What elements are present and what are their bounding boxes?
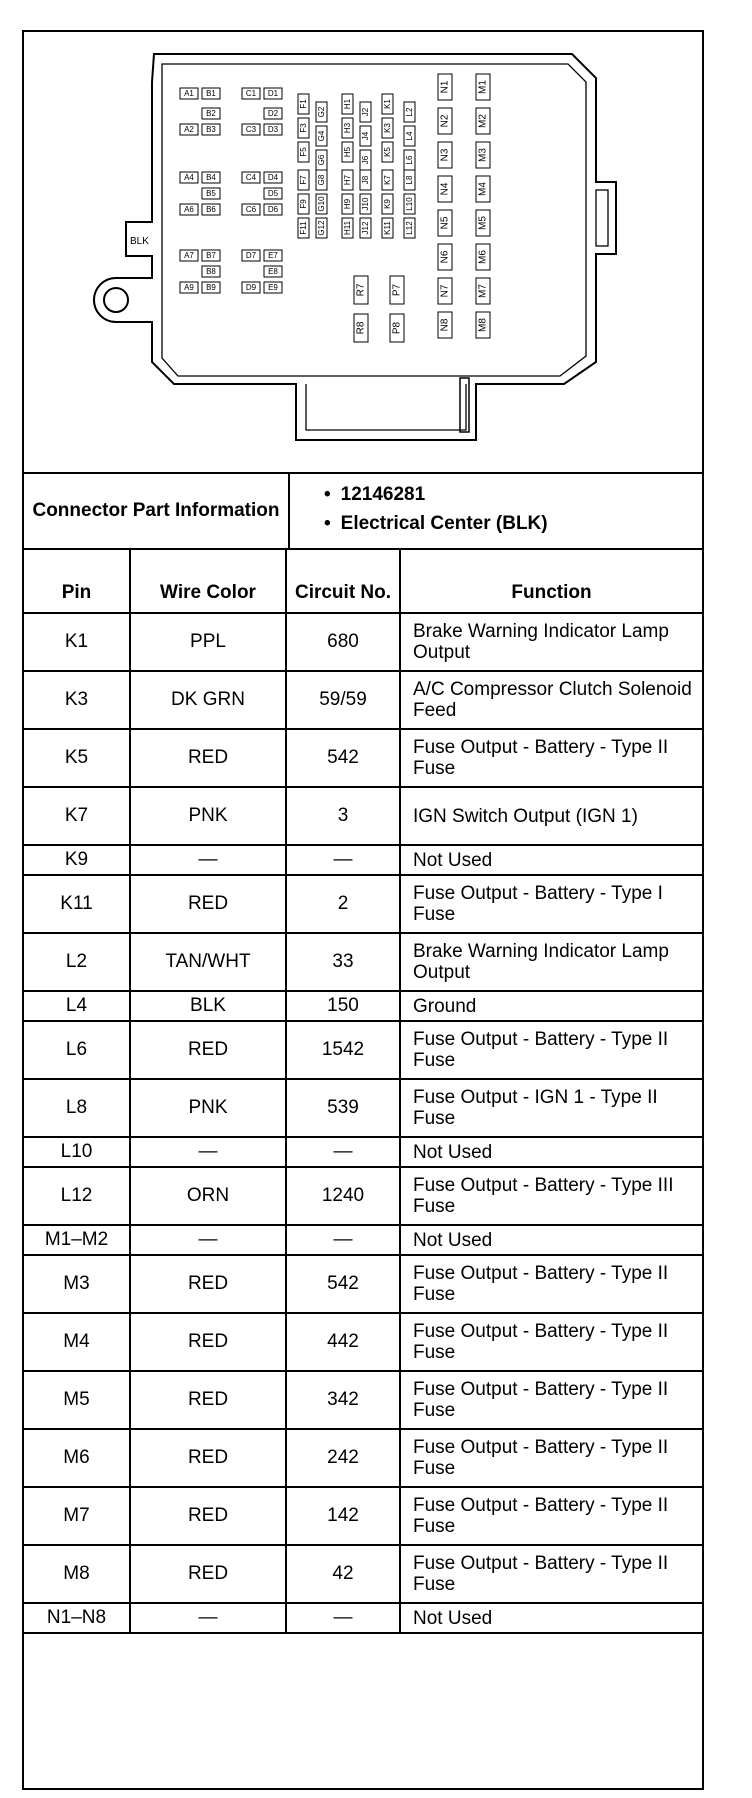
cavity-label: K5 [383,147,392,157]
electrical-center-diagram [24,32,702,474]
cavity-label: C4 [245,173,257,182]
table-row [24,1603,702,1633]
cavity-label: H1 [343,98,352,110]
cavity-label: B4 [206,173,216,182]
cavity-label: B5 [206,189,216,198]
bottom-connector-tab [306,384,466,430]
wire-color-cell: PPL [130,613,286,671]
cavity-label: G4 [317,130,326,142]
cavity-label: B6 [206,205,216,214]
cavity-label: F3 [299,123,308,133]
fuse-label: N3 [439,148,451,162]
cavity-label: G6 [317,154,326,166]
cavity-label: C6 [245,205,257,214]
wire-color-cell: RED [130,1021,286,1079]
function-cell: Fuse Output - Battery - Type II Fuse [400,1313,702,1371]
header-wire-color: Wire Color [130,548,286,613]
electrical-center-drawing [24,32,702,472]
fuse-label: N2 [439,114,451,128]
fuse-label: P7 [391,283,403,297]
wire-color-cell: ORN [130,1167,286,1225]
table-row [24,845,702,875]
cavity-label: F1 [299,99,308,109]
circuit-cell: 539 [286,1079,400,1137]
cavity-label: A7 [184,251,194,260]
cavity-label: J12 [361,221,370,235]
wire-color-cell: RED [130,1255,286,1313]
cavity-label: B8 [206,267,216,276]
function-cell: Fuse Output - Battery - Type III Fuse [400,1167,702,1225]
wire-color-cell: RED [130,1313,286,1371]
pin-cell: K3 [24,671,130,729]
cavity-label: G10 [317,196,326,212]
function-cell: Fuse Output - Battery - Type I Fuse [400,875,702,933]
table-row [24,1167,702,1225]
pin-cell: M6 [24,1429,130,1487]
wire-color-cell: DK GRN [130,671,286,729]
cavity-label: A4 [184,173,194,182]
circuit-cell: — [286,1603,400,1633]
cavity-label: A6 [184,205,194,214]
table-row [24,1137,702,1167]
circuit-cell: — [286,1137,400,1167]
circuit-cell: 150 [286,991,400,1021]
cavity-label: B3 [206,125,216,134]
fuse-label: M6 [477,250,489,264]
cavity-label: K1 [383,99,392,109]
function-cell: Fuse Output - IGN 1 - Type II Fuse [400,1079,702,1137]
fuse-label: N1 [439,80,451,94]
fuse-label: N5 [439,216,451,230]
function-cell: Not Used [400,1603,702,1633]
cavity-label: E9 [268,283,278,292]
function-cell: Not Used [400,1225,702,1255]
function-cell: Brake Warning Indicator Lamp Output [400,613,702,671]
table-row [24,1021,702,1079]
cavity-label: D6 [267,205,279,214]
function-cell: Not Used [400,1137,702,1167]
cavity-label: J4 [361,131,370,141]
cavity-label: C1 [245,89,257,98]
pin-cell: K5 [24,729,130,787]
circuit-cell: 1240 [286,1167,400,1225]
cavity-label: J10 [361,197,370,211]
housing-outline [94,54,616,440]
wire-color-cell: RED [130,729,286,787]
table-row [24,613,702,671]
cavity-label: D1 [267,89,279,98]
cavity-label: B1 [206,89,216,98]
cavity-label: D9 [245,283,257,292]
cavity-label: G8 [317,174,326,186]
cavity-label: L8 [405,175,414,185]
table-row [24,1487,702,1545]
header-circuit: Circuit No. [286,548,400,613]
function-cell: Fuse Output - Battery - Type II Fuse [400,1371,702,1429]
cavity-label: F11 [299,221,308,235]
function-cell: Brake Warning Indicator Lamp Output [400,933,702,991]
cavity-label: K11 [383,221,392,235]
circuit-cell: 442 [286,1313,400,1371]
function-cell: Fuse Output - Battery - Type II Fuse [400,729,702,787]
pin-cell: M8 [24,1545,130,1603]
table-row [24,1255,702,1313]
cavity-label: H9 [343,198,352,210]
pin-cell: L12 [24,1167,130,1225]
circuit-cell: 2 [286,875,400,933]
circuit-cell: 242 [286,1429,400,1487]
fuse-label: M2 [477,114,489,128]
cavity-label: B7 [206,251,216,260]
cavity-label: B2 [206,109,216,118]
cavity-label: L6 [405,155,414,165]
table-row [24,933,702,991]
wire-color-cell: — [130,1603,286,1633]
cavity-label: L2 [405,107,414,117]
cavity-label: A1 [184,89,194,98]
cavity-label: H3 [343,122,352,134]
wire-color-cell: BLK [130,991,286,1021]
wire-color-cell: TAN/WHT [130,933,286,991]
cavity-label: C3 [245,125,257,134]
table-row [24,729,702,787]
table-row [24,875,702,933]
table-row [24,1545,702,1603]
table-row [24,991,702,1021]
pin-cell: L4 [24,991,130,1021]
cavity-label: D7 [245,251,257,260]
cavity-label: B9 [206,283,216,292]
wire-color-cell: — [130,1137,286,1167]
table-row [24,1313,702,1371]
pin-cell: K11 [24,875,130,933]
pin-cell: M4 [24,1313,130,1371]
fuse-label: N4 [439,182,451,196]
pin-cell: K7 [24,787,130,845]
cavity-label: J6 [361,155,370,165]
pin-cell: N1–N8 [24,1603,130,1633]
function-cell: Fuse Output - Battery - Type II Fuse [400,1545,702,1603]
cavity-label: G2 [317,106,326,118]
table-row [24,1371,702,1429]
pin-cell: K1 [24,613,130,671]
cavity-label: E8 [268,267,278,276]
circuit-cell: — [286,845,400,875]
function-cell: Fuse Output - Battery - Type II Fuse [400,1255,702,1313]
cavity-label: H5 [343,146,352,158]
circuit-cell: 542 [286,1255,400,1313]
connector-info [24,472,702,550]
function-cell: Fuse Output - Battery - Type II Fuse [400,1429,702,1487]
cavity-label: L10 [405,197,414,211]
cavity-label: A9 [184,283,194,292]
cavity-label: H7 [343,174,352,186]
circuit-cell: — [286,1225,400,1255]
circuit-cell: 42 [286,1545,400,1603]
function-cell: A/C Compressor Clutch Solenoid Feed [400,671,702,729]
cavity-label: L4 [405,131,414,141]
table-row [24,1225,702,1255]
cavity-label: J8 [361,175,370,185]
pin-cell: K9 [24,845,130,875]
table-row [24,1079,702,1137]
fuse-label: M3 [477,148,489,162]
cavity-label: K9 [383,199,392,209]
pin-cell: L10 [24,1137,130,1167]
table-row [24,787,702,845]
cavity-label: F7 [299,175,308,185]
cavity-label: H11 [343,220,352,236]
connector-info-title: Connector Part Information [24,472,290,548]
table-row [24,671,702,729]
mount-hole [104,288,128,312]
connector-part-number: • 12146281 [324,480,702,509]
circuit-cell: 142 [286,1487,400,1545]
housing-inner-outline [162,64,586,376]
cavity-label: D4 [267,173,279,182]
circuit-cell: 3 [286,787,400,845]
cavity-label: E7 [268,251,278,260]
circuit-cell: 680 [286,613,400,671]
fuse-label: P8 [391,321,403,335]
fuse-label: M1 [477,80,489,94]
latch [460,378,469,432]
header-pin: Pin [24,548,130,613]
cavity-label: K7 [383,175,392,185]
fuse-label: M4 [477,182,489,196]
function-cell: Fuse Output - Battery - Type II Fuse [400,1021,702,1079]
fuse-cells [180,74,490,342]
cavity-label: J2 [361,107,370,117]
function-cell: Ground [400,991,702,1021]
cavity-label: K3 [383,123,392,133]
circuit-cell: 59/59 [286,671,400,729]
cavity-label: D5 [267,189,279,198]
circuit-cell: 1542 [286,1021,400,1079]
wire-color-cell: — [130,845,286,875]
pin-cell: M5 [24,1371,130,1429]
pin-cell: M1–M2 [24,1225,130,1255]
fuse-label: M8 [477,318,489,332]
cavity-label: F9 [299,199,308,209]
circuit-cell: 542 [286,729,400,787]
wire-color-cell: RED [130,1545,286,1603]
wire-color-cell: RED [130,1371,286,1429]
table-row [24,1429,702,1487]
wire-color-cell: PNK [130,1079,286,1137]
wire-color-cell: PNK [130,787,286,845]
fuse-label: R7 [355,283,367,297]
fuse-label: M5 [477,216,489,230]
pin-cell: L6 [24,1021,130,1079]
header-function: Function [400,548,702,613]
fuse-label: N8 [439,318,451,332]
pin-cell: M7 [24,1487,130,1545]
pin-cell: L8 [24,1079,130,1137]
connector-sheet [22,30,704,1790]
pin-table [24,548,702,1634]
wire-color-cell: RED [130,1487,286,1545]
connector-info-values [290,472,702,548]
pin-table-body [24,613,702,1633]
fuse-label: N6 [439,250,451,264]
fuse-label: M7 [477,284,489,298]
cavity-label: D2 [267,109,279,118]
housing-color-label: BLK [130,236,149,247]
fuse-label: N7 [439,284,451,298]
cavity-label: A2 [184,125,194,134]
function-cell: IGN Switch Output (IGN 1) [400,787,702,845]
cavity-label: D3 [267,125,279,134]
circuit-cell: 342 [286,1371,400,1429]
cavity-label: L12 [405,221,414,235]
wire-color-cell: RED [130,875,286,933]
cavity-label: F5 [299,147,308,157]
fuse-label: R8 [355,321,367,335]
wire-color-cell: RED [130,1429,286,1487]
pin-cell: L2 [24,933,130,991]
wire-color-cell: — [130,1225,286,1255]
side-tab [596,190,608,246]
pin-table-header [24,548,702,613]
pin-cell: M3 [24,1255,130,1313]
connector-description: • Electrical Center (BLK) [324,509,702,538]
circuit-cell: 33 [286,933,400,991]
cavity-label: G12 [317,220,326,236]
function-cell: Not Used [400,845,702,875]
function-cell: Fuse Output - Battery - Type II Fuse [400,1487,702,1545]
